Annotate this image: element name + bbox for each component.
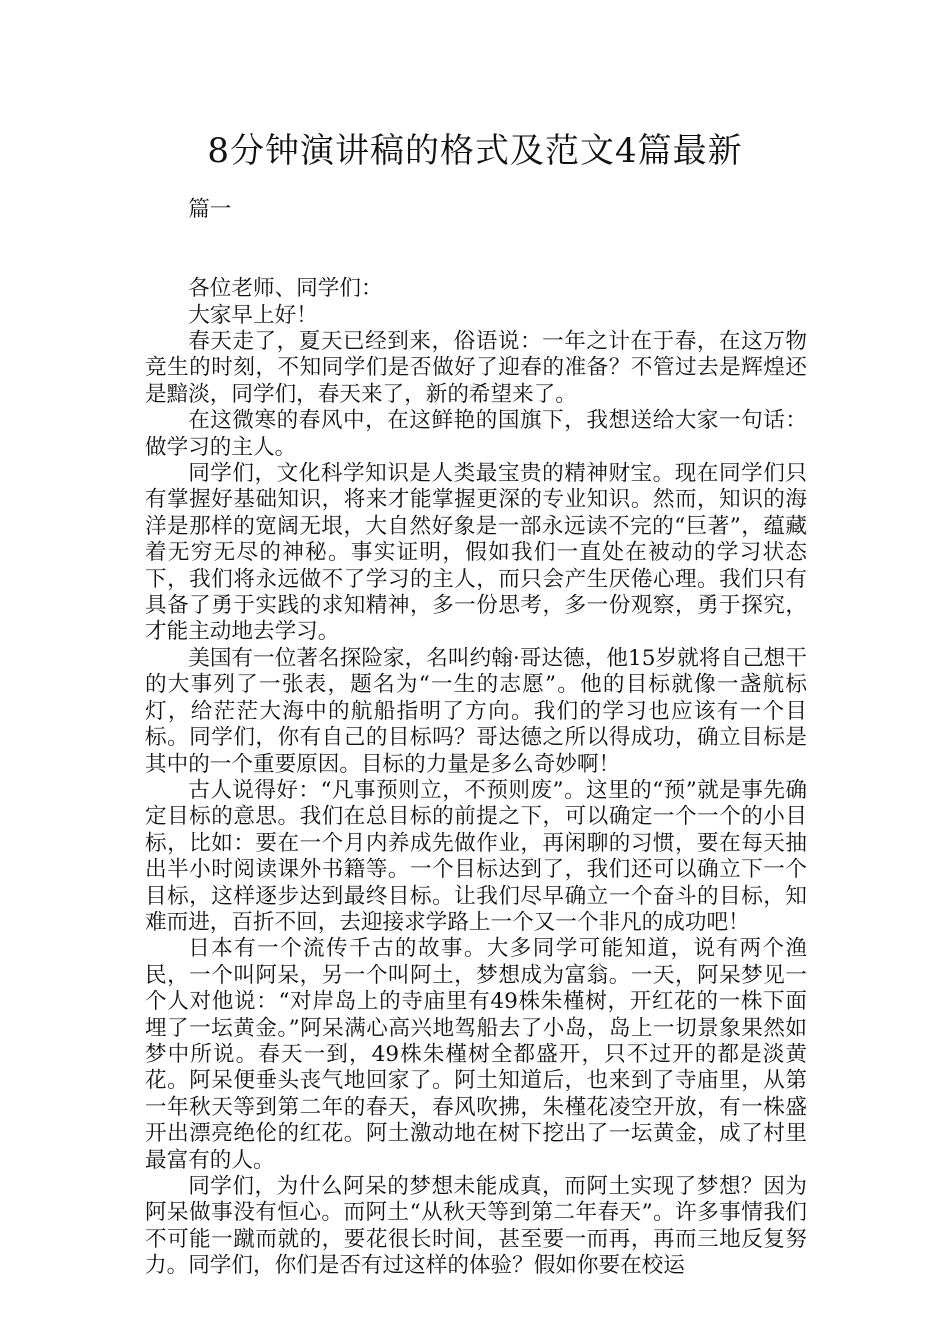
paragraph: 同学们，文化科学知识是人类最宝贵的精神财宝。现在同学们只有掌握好基础知识，将来才能掌握更深的专业知识。然而，知识的海洋是那样的宽阔无垠，大自然好象是一部永远读不完的“巨著”，蕴藏着无穷无尽的神秘。事实证明，假如我们一直处在被动的学习状态下，我们将永远做不了学习的主人，而只会产生厌倦心理。我们只有具备了勇于实践的求知精神，多一份思考，多一份观察，勇于探究，才能主动地去学习。 [145, 461, 807, 645]
paragraph: 春天走了，夏天已经到来，俗语说：一年之计在于春，在这万物竞生的时刻，不知同学们是否做好了迎春的准备？不管过去是辉煌还是黯淡，同学们，春天来了，新的希望来了。 [145, 329, 807, 407]
paragraph: 古人说得好：“凡事预则立，不预则废”。这里的“预”就是事先确定目标的意思。我们在总目标的前提之下，可以确定一个一个的小目标，比如：要在一个月内养成先做作业，再闲聊的习惯，要在每天抽出半小时阅读课外书籍等。一个目标达到了，我们还可以确立下一个目标，这样逐步达到最终目标。让我们尽早确立一个奋斗的目标，知难而进，百折不回，去迎接求学路上一个又一个非凡的成功吧！ [145, 777, 807, 935]
paragraph: 同学们，为什么阿呆的梦想未能成真，而阿土实现了梦想？因为阿呆做事没有恒心。而阿土“从秋天等到第二年春天”。许多事情我们不可能一蹴而就的，要花很长时间，甚至要一而再，再而三地反复努力。同学们，你们是否有过这样的体验？假如你要在校运 [145, 1174, 807, 1279]
paragraph: 日本有一个流传千古的故事。大多同学可能知道，说有两个渔民，一个叫阿呆，另一个叫阿土，梦想成为富翁。一天，阿呆梦见一个人对他说：“对岸岛上的寺庙里有49株朱槿树，开红花的一株下面埋了一坛黄金。”阿呆满心高兴地驾船去了小岛，岛上一切景象果然如梦中所说。春天一到，49株朱槿树全都盛开，只不过开的都是淡黄花。阿呆便垂头丧气地回家了。阿土知道后，也来到了寺庙里，从第一年秋天等到第二年的春天，春风吹拂，朱槿花凌空开放，有一株盛开出漂亮绝伦的红花。阿土激动地在树下挖出了一坛黄金，成了村里最富有的人。 [145, 936, 807, 1173]
document-body [145, 197, 807, 1280]
paragraph: 在这微寒的春风中，在这鲜艳的国旗下，我想送给大家一句话：做学习的主人。 [145, 408, 807, 460]
paragraph-salutation: 各位老师、同学们： [188, 276, 383, 302]
paragraph: 美国有一位著名探险家，名叫约翰·哥达德，他15岁就将自己想干的大事列了一张表，题名为“一生的志愿”。他的目标就像一盏航标灯，给茫茫大海中的航船指明了方向。我们的学习也应该有一个目标。同学们，你有自己的目标吗？哥达德之所以得成功，确立目标是其中的一个重要原因。目标的力量是多么奇妙啊！ [145, 645, 807, 777]
document-title: 8分钟演讲稿的格式及范文4篇最新 [207, 131, 743, 171]
section-spacer [145, 250, 807, 276]
paragraph-greeting: 大家早上好！ [188, 302, 318, 328]
section-label: 篇一 [188, 197, 232, 222]
